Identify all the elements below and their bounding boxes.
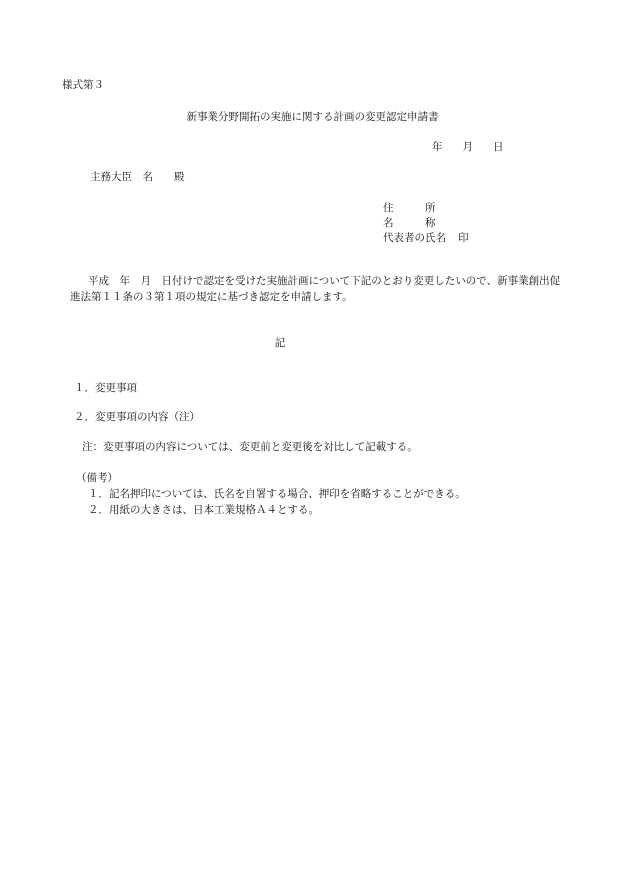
addressee: 主務大臣 名 殿 xyxy=(90,171,185,183)
note: 注：変更事項の内容については、変更前と変更後を対比して記載する。 xyxy=(82,441,418,453)
applicant-address-label: 住 所 xyxy=(383,202,436,214)
applicant-representative-label: 代表者の氏名 xyxy=(383,232,446,244)
remark-item: １．記名押印については、氏名を自署する場合、押印を省略することができる。 xyxy=(88,488,466,500)
date-day-label: 日 xyxy=(493,141,504,153)
remark-item: ２．用紙の大きさは、日本工業規格Ａ４とする。 xyxy=(88,504,319,516)
date-year-label: 年 xyxy=(432,141,443,153)
applicant-name-row xyxy=(383,216,436,230)
seal-label: 印 xyxy=(458,232,469,244)
applicant-representative-row xyxy=(383,231,469,245)
form-number: 様式第３ xyxy=(62,79,104,91)
list-item: １．変更事項 xyxy=(74,382,137,394)
date-line xyxy=(432,140,504,154)
ki-heading: 記 xyxy=(274,337,286,349)
date-month-label: 月 xyxy=(462,141,473,153)
applicant-address-row xyxy=(383,201,436,215)
body-paragraph: 平成 年 月 日付けで認定を受けた実施計画について下記のとおり変更したいので、新事業創出促進法第１１条の３第１項の規定に基づき認定を申請します。 xyxy=(70,275,561,304)
document-title: 新事業分野開拓の実施に関する計画の変更認定申請書 xyxy=(186,111,439,123)
remarks-heading: （備考） xyxy=(76,472,118,484)
list-item: ２．変更事項の内容（注） xyxy=(74,411,200,423)
applicant-name-label: 名 称 xyxy=(383,217,436,229)
